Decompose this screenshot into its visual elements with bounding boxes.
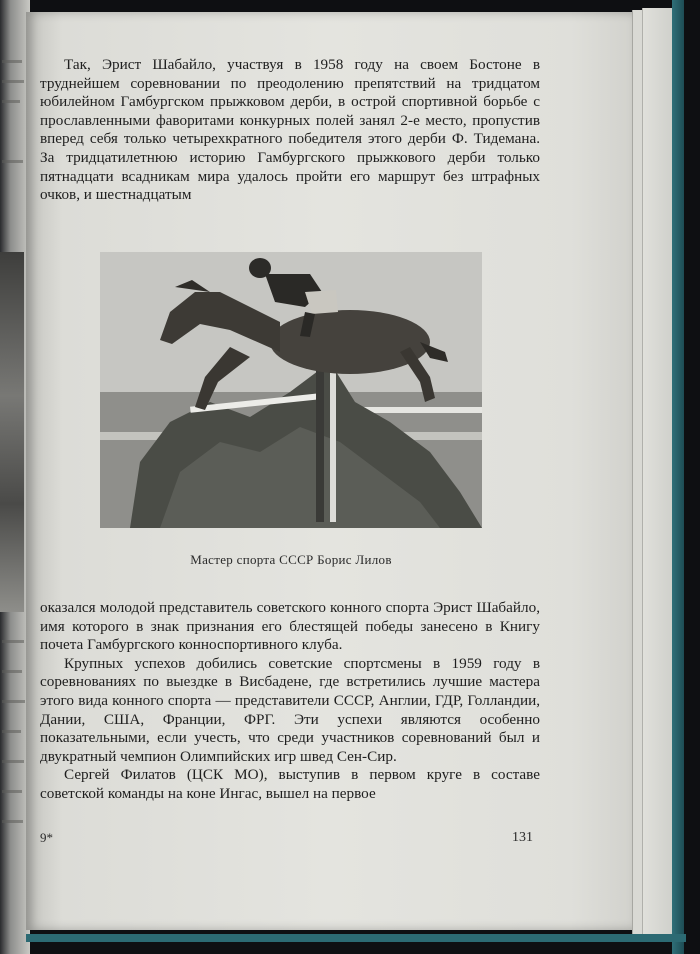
text-block-top — [40, 56, 540, 205]
photo-illustration — [100, 252, 482, 528]
signature-mark: 9* — [40, 830, 53, 845]
book-cover-edge — [672, 0, 684, 954]
text-block-bottom — [40, 599, 540, 804]
photo-horse-jump — [100, 252, 482, 528]
page-stack-edge — [642, 8, 673, 940]
paragraph: Сергей Филатов (ЦСК МО), выступив в первом круге в составе советской команды на коне Ингас, вышел на первое — [40, 766, 540, 802]
paragraph: оказался молодой представитель советского конного спорта Эрист Шабайло, имя которого в знак признания его блестящей победы занесено в Книгу почета Гамбургского конноспортивного клуба. — [40, 599, 540, 654]
photo-caption: Мастер спорта СССР Борис Лилов — [190, 552, 392, 567]
paragraph: Так, Эрист Шабайло, участвуя в 1958 году на своем Бостоне в труднейшем соревновании по преодолению препятствий на тридцатом юбилейном Гамбургском прыжковом дерби, в острой спортивной борьбе с прославленными фаворитами конкурных полей занял 2-е место, пропустив вперед себя только четырехкратного победителя этого дерби Ф. Тидемана. За тридцатилетнюю историю Гамбургского прыжкового дерби только пятнадцати всадникам мира удалось пройти его маршрут без штрафных очков, и шестнадцатым — [40, 56, 540, 204]
paragraph: Крупных успехов добились советские спортсмены в 1959 году в соревнованиях по выездке в Висбадене, где встретились лучшие мастера этого вида конного спорта — представители СССР, Англии, ГДР, Голландии, Дании, США, Франции, ФРГ. Эти успехи являются особенно показательными, если учесть, что среди участников соревнований был и двукратный чемпион Олимпийских игр швед Сен-Сир. — [40, 654, 540, 765]
book-cover-bottom — [26, 934, 686, 942]
previous-page-photo — [0, 252, 24, 612]
page-number: 131 — [512, 830, 533, 845]
